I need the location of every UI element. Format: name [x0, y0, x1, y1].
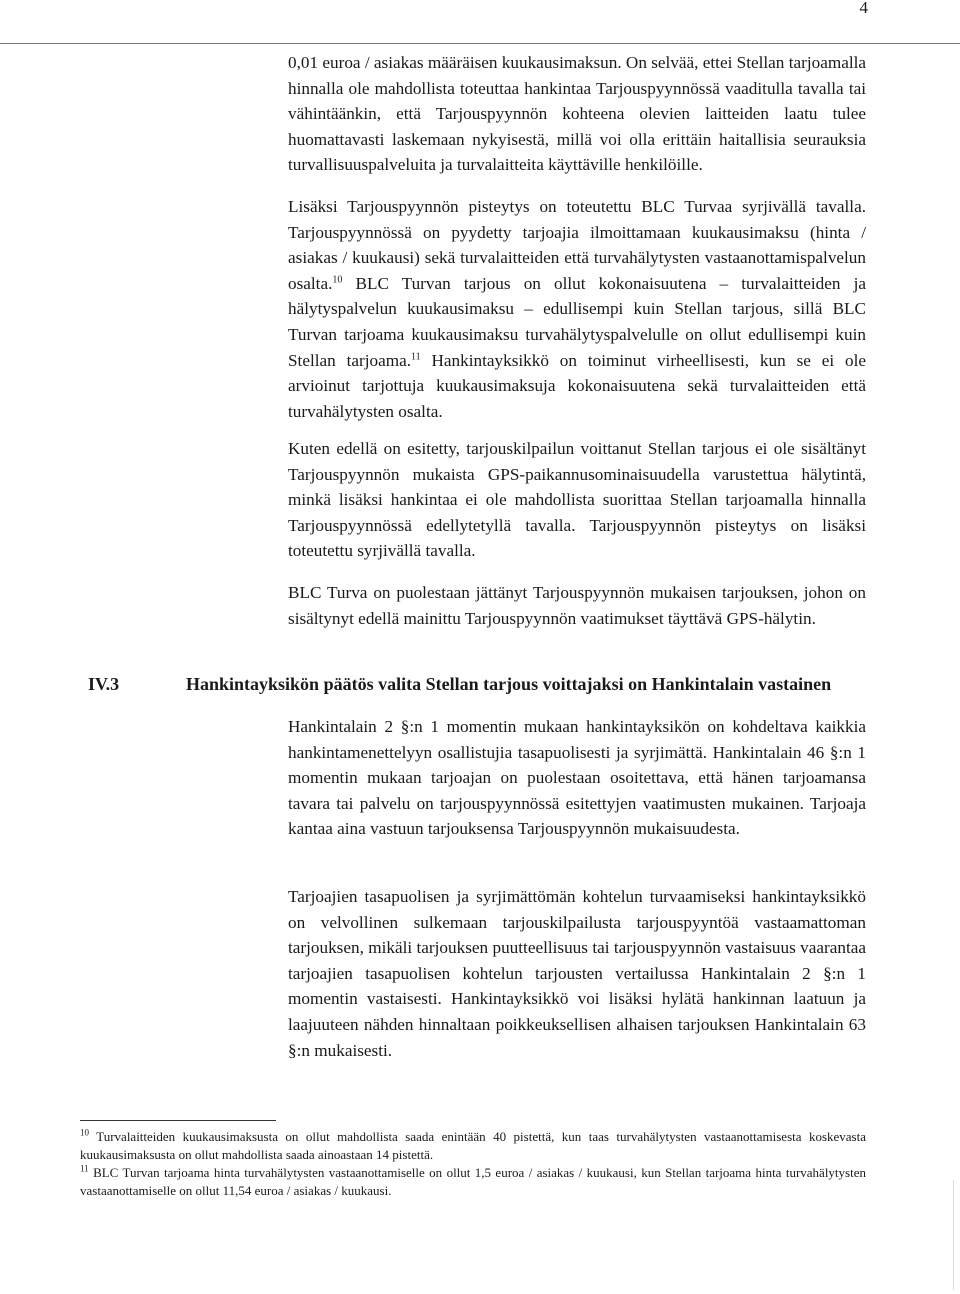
section-number: IV.3 — [88, 674, 120, 694]
footnote-number: 11 — [80, 1163, 89, 1174]
paragraph-text: Lisäksi Tarjouspyynnön pisteytys on toteutettu BLC Turvaa syrjivällä tavalla. Tarjouspyynnössä on pyydetty tarjoajia ilmoittamaan kuukausimaksu (hinta / asiakas / kuukausi) sekä turvalaitteiden että turvahälytysten vastaanottamispalvelun osalta. — [288, 197, 866, 293]
paragraph-law-section-2: Hankintalain 2 §:n 1 momentin mukaan hankintayksikön on kohdeltava kaikkia hankintamenettelyyn osallistujia tasapuolisesti ja syrjimättä. Hankintalain 46 §:n 1 momentin mukaan tarjoajan on puolestaan osoitettava, että hänen tarjoamansa tavara tai palvelu on tarjouspyynnössä esitettyjen vaatimusten mukainen. Tarjoaja kantaa aina vastuun tarjouksensa Tarjouspyynnön mukaisuudesta. — [288, 717, 866, 839]
paragraph-price-argument: 0,01 euroa / asiakas määräisen kuukausimaksun. On selvää, ettei Stellan tarjoamalla hinnalla ole mahdollista toteuttaa hankintaa Tarjouspyynnössä vaaditulla tavalla tai vähintäänkin, että Tarjouspyynnön kohteena olevien laitteiden laatu tulee huomattavasti laskemaan nykyisestä, millä voi olla erittäin haitallisia seurauksia turvallisuuspalveluita ja turvalaitteita käyttäville henkilöille. — [288, 53, 866, 175]
page-number: 4 — [859, 0, 868, 17]
footnote-number: 10 — [80, 1127, 89, 1138]
footnote-separator — [80, 1120, 276, 1121]
footnote-text: Turvalaitteiden kuukausimaksusta on ollut mahdollista saada enintään 40 pistettä, kun taas turvahälytysten vastaanottamisesta koskevasta kuukausimaksusta on ollut mahdollista saada ainoastaan 14 pistettä. — [80, 1129, 867, 1162]
footnote-11 — [80, 1164, 866, 1199]
footnote-ref-10: 10 — [332, 274, 343, 286]
paragraph-summary-stella: Kuten edellä on esitetty, tarjouskilpailun voittanut Stellan tarjous ei ole sisältänyt Tarjouspyynnön mukaista GPS-paikannusominaisuudella varustettua hälytintä, minkä lisäksi hankintaa ei ole mahdollista suorittaa Stellan tarjoamalla hinnalla Tarjouspyynnössä edellytetyllä tavalla. Tarjouspyynnön pisteytys on lisäksi toteutettu syrjivällä tavalla. — [288, 439, 866, 561]
scan-edge-mark — [953, 1180, 954, 1290]
footnote-ref-11: 11 — [411, 350, 421, 362]
paragraph-blc-offer: BLC Turva on puolestaan jättänyt Tarjouspyynnön mukaisen tarjouksen, johon on sisältynyt edellä mainittu Tarjouspyynnön vaatimukset täyttävä GPS-hälytin. — [288, 583, 866, 628]
paragraph-text: Hankintayksikkö on toiminut virheellisesti, kun se ei ole arvioinut tarjottuja kuukausimaksuja kokonaisuutena sekä turvalaitteiden että turvahälytysten osalta. — [288, 350, 866, 421]
paragraph-equal-treatment: Tarjoajien tasapuolisen ja syrjimättömän kohtelun turvaamiseksi hankintayksikkö on velvollinen sulkemaan tarjouskilpailusta tarjouspyyntöä vastaamattoman tarjouksen, mikäli tarjouksen puutteellisuus tai tarjouspyynnön vastaisuus vaarantaa tarjoajien tasapuolisen kohtelun tarjousten vertailussa Hankintalain 2 §:n 1 momentin vastaisesti. Hankintayksikkö voi lisäksi hylätä hankinnan laatuun ja laajuuteen nähden hinnaltaan poikkeuksellisen alhaisen tarjouksen Hankintalain 63 §:n mukaisesti. — [288, 887, 866, 1060]
footnote-10 — [80, 1128, 866, 1163]
paragraph-text: BLC Turvan tarjous on ollut kokonaisuutena – turvalaitteiden ja hälytyspalvelun kuukausimaksu – edullisempi kuin Stellan tarjous, sillä BLC Turvan tarjoama kuukausimaksu turvahälytyspalvelulle on ollut edullisempi kuin Stellan tarjoama. — [288, 273, 866, 370]
paragraph-scoring-discrimination — [288, 194, 866, 424]
footnote-text: BLC Turvan tarjoama hinta turvahälytysten vastaanottamiselle on ollut 1,5 euroa / asiakas / kuukausi, kun Stellan tarjoama hinta turvahälytysten vastaanottamiselle on ollut 11,54 euroa / asiakas / kuukausi. — [80, 1165, 866, 1198]
section-title: Hankintayksikön päätös valita Stellan tarjous voittajaksi on Hankintalain vastainen — [186, 674, 832, 694]
header-rule — [0, 43, 960, 44]
